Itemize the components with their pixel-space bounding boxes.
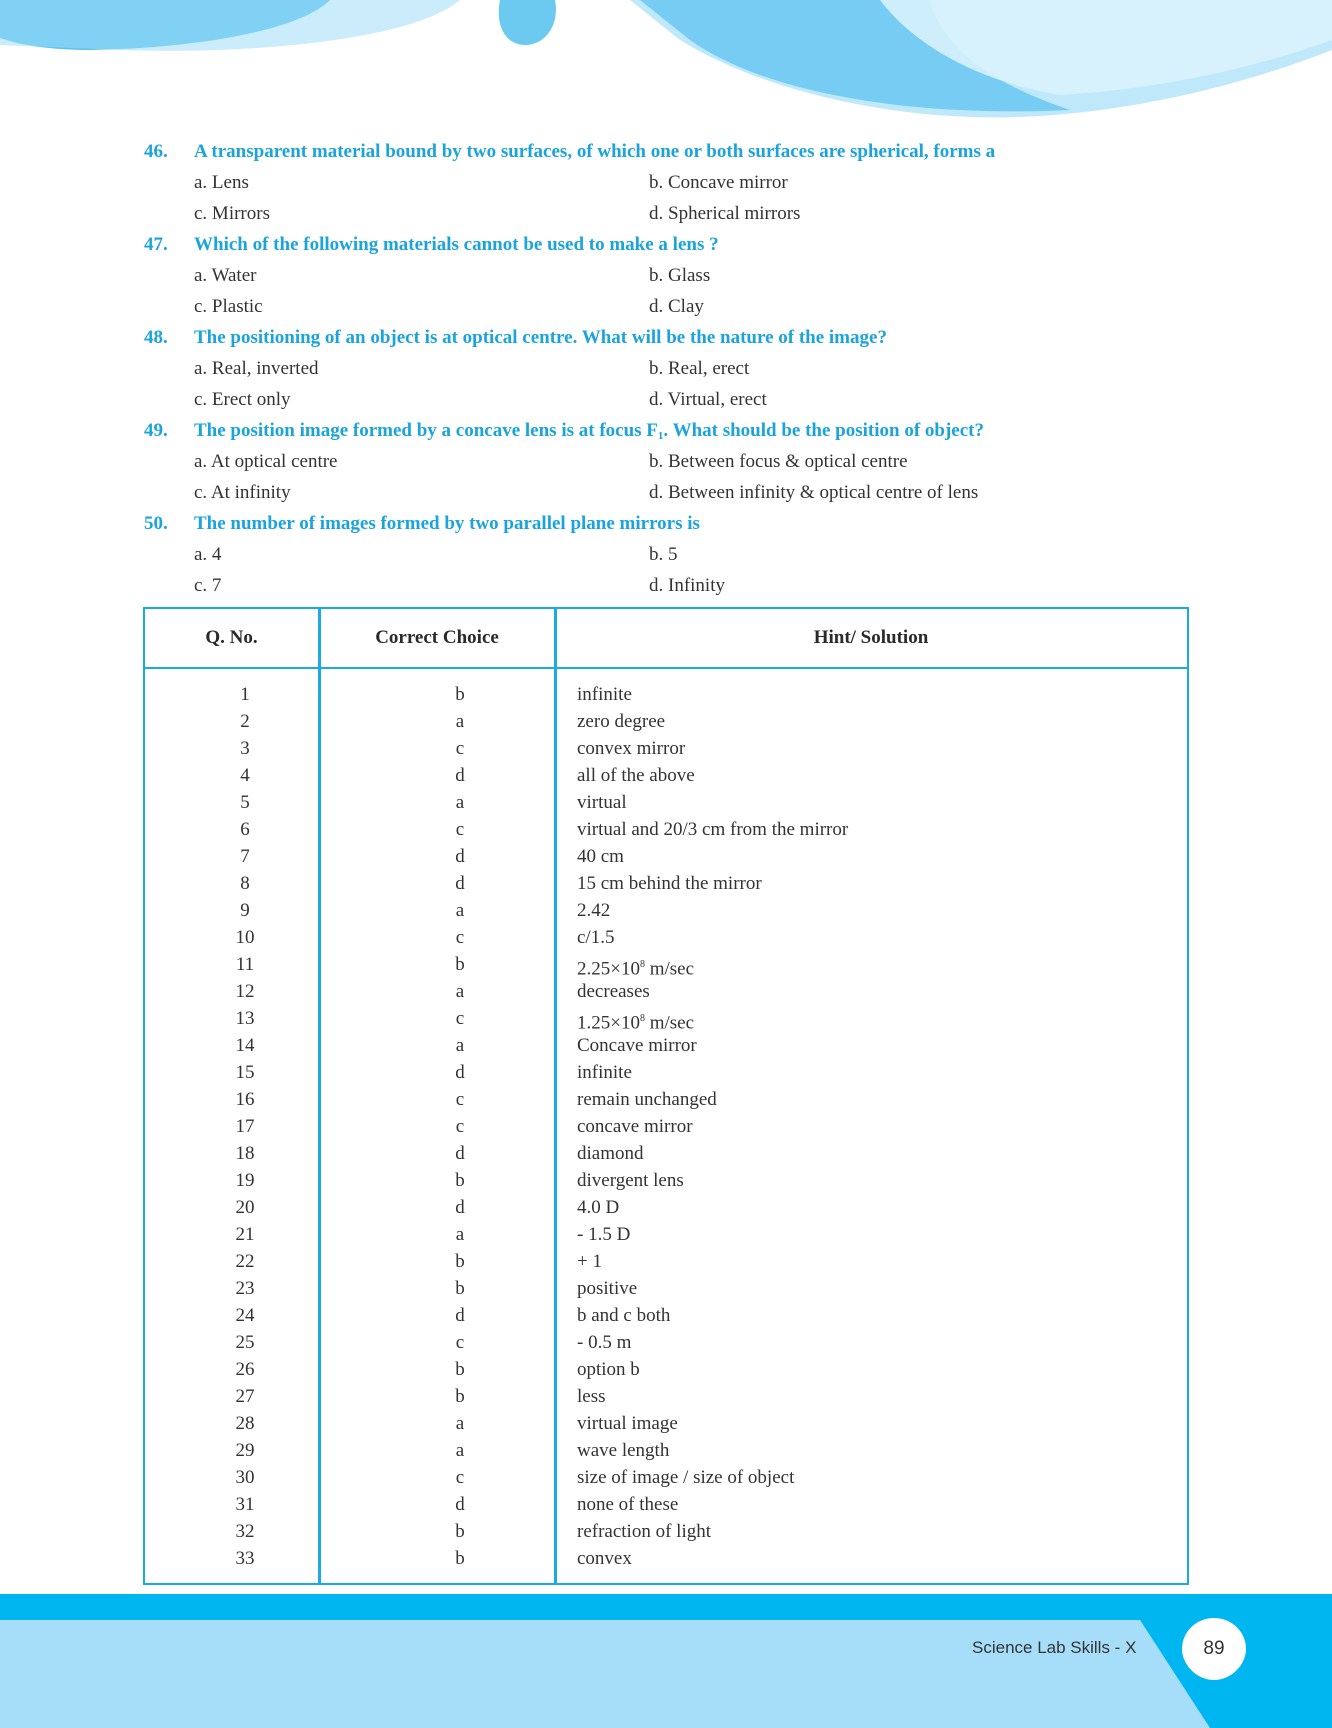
table-row xyxy=(145,762,1187,789)
hint-cell: - 1.5 D xyxy=(577,1224,631,1245)
hint-cell: diamond xyxy=(577,1143,644,1164)
choice-cell: b xyxy=(455,684,465,705)
qno-cell: 22 xyxy=(235,1251,255,1272)
option-d: d. Between infinity & optical centre of lens xyxy=(649,482,979,503)
option-a: a. At optical centre xyxy=(194,451,338,472)
choice-cell: c xyxy=(455,1008,465,1029)
qno-cell: 5 xyxy=(240,792,250,813)
hint-cell: zero degree xyxy=(577,711,666,732)
table-row xyxy=(145,1167,1187,1194)
table-row xyxy=(145,1248,1187,1275)
question-48 xyxy=(144,322,1204,415)
hint-cell: 2.42 xyxy=(577,900,611,921)
table-row xyxy=(145,1356,1187,1383)
choice-cell: d xyxy=(455,1062,465,1083)
hint-cell: wave length xyxy=(577,1440,670,1461)
option-a: a. 4 xyxy=(194,544,222,565)
page-number: 89 xyxy=(1203,1638,1225,1659)
table-row xyxy=(145,816,1187,843)
hint-cell: remain unchanged xyxy=(577,1089,717,1110)
hint-cell: virtual image xyxy=(577,1413,678,1434)
qno-cell: 31 xyxy=(235,1494,255,1515)
hint-cell: divergent lens xyxy=(577,1170,684,1191)
qno-cell: 30 xyxy=(235,1467,255,1488)
qno-cell: 28 xyxy=(235,1413,255,1434)
table-row xyxy=(145,1113,1187,1140)
qno-cell: 20 xyxy=(235,1197,255,1218)
choice-cell: a xyxy=(455,711,465,732)
qno-cell: 4 xyxy=(240,765,250,786)
qno-cell: 7 xyxy=(240,846,250,867)
table-row xyxy=(145,681,1187,708)
question-number: 47. xyxy=(144,234,168,255)
table-row xyxy=(145,1383,1187,1410)
choice-cell: c xyxy=(455,1332,465,1353)
table-row xyxy=(145,1032,1187,1059)
hint-cell: infinite xyxy=(577,684,632,705)
choice-cell: d xyxy=(455,873,465,894)
table-row xyxy=(145,789,1187,816)
hint-cell: virtual and 20/3 cm from the mirror xyxy=(577,819,849,840)
table-row xyxy=(145,1005,1187,1032)
choice-cell: a xyxy=(455,1035,465,1056)
question-text: The position image formed by a concave lens is at focus $F_1$. What should be the position of object? xyxy=(194,420,984,442)
table-row xyxy=(145,1545,1187,1572)
hint-cell: 15 cm behind the mirror xyxy=(577,873,762,894)
option-b: b. Concave mirror xyxy=(649,172,788,193)
table-row xyxy=(145,897,1187,924)
choice-cell: c xyxy=(455,819,465,840)
hint-cell: none of these xyxy=(577,1494,679,1515)
table-row xyxy=(145,1221,1187,1248)
choice-cell: a xyxy=(455,981,465,1002)
hint-cell: c/1.5 xyxy=(577,927,615,948)
option-d: d. Virtual, erect xyxy=(649,389,767,410)
hint-cell: b and c both xyxy=(577,1305,671,1326)
choice-cell: a xyxy=(455,1224,465,1245)
choice-cell: a xyxy=(455,1413,465,1434)
question-49 xyxy=(144,415,1204,508)
qno-cell: 3 xyxy=(240,738,250,759)
hint-cell: 4.0 D xyxy=(577,1197,620,1218)
hint-cell: concave mirror xyxy=(577,1116,693,1137)
option-d: d. Spherical mirrors xyxy=(649,203,801,224)
option-d: d. Clay xyxy=(649,296,704,317)
question-number: 49. xyxy=(144,420,168,441)
qno-cell: 19 xyxy=(235,1170,255,1191)
qno-cell: 17 xyxy=(235,1116,255,1137)
qno-cell: 16 xyxy=(235,1089,255,1110)
qno-cell: 2 xyxy=(240,711,250,732)
hint-cell: convex xyxy=(577,1548,632,1569)
question-text: A transparent material bound by two surfaces, of which one or both surfaces are spherical, forms a xyxy=(194,141,996,162)
qno-cell: 10 xyxy=(235,927,255,948)
question-50 xyxy=(144,508,1204,601)
qno-cell: 6 xyxy=(240,819,250,840)
table-row xyxy=(145,1140,1187,1167)
choice-cell: c xyxy=(455,1116,465,1137)
footer-book-title: Science Lab Skills - X xyxy=(972,1638,1137,1657)
option-b: b. 5 xyxy=(649,544,678,565)
choice-cell: b xyxy=(455,1548,465,1569)
option-c: c. Plastic xyxy=(194,296,263,317)
table-row xyxy=(145,708,1187,735)
table-row xyxy=(145,1059,1187,1086)
qno-cell: 12 xyxy=(235,981,255,1002)
question-text: The number of images formed by two parallel plane mirrors is xyxy=(194,513,700,534)
choice-cell: b xyxy=(455,1359,465,1380)
table-row xyxy=(145,843,1187,870)
option-c: c. Erect only xyxy=(194,389,291,410)
table-row xyxy=(145,1491,1187,1518)
hint-cell: size of image / size of object xyxy=(577,1467,795,1488)
header-qno: Q. No. xyxy=(205,627,258,648)
choice-cell: b xyxy=(455,1521,465,1542)
qno-cell: 23 xyxy=(235,1278,255,1299)
question-number: 48. xyxy=(144,327,168,348)
choice-cell: c xyxy=(455,1089,465,1110)
qno-cell: 26 xyxy=(235,1359,255,1380)
table-row xyxy=(145,735,1187,762)
hint-cell: $1.25\times 10^8$ m/sec xyxy=(577,1012,695,1034)
choice-cell: c xyxy=(455,927,465,948)
question-46 xyxy=(144,136,1204,229)
choice-cell: b xyxy=(455,1278,465,1299)
option-c: c. At infinity xyxy=(194,482,291,503)
hint-cell: - 0.5 m xyxy=(577,1332,632,1353)
option-d: d. Infinity xyxy=(649,575,725,596)
choice-cell: d xyxy=(455,1305,465,1326)
qno-cell: 21 xyxy=(235,1224,255,1245)
header-correct-choice: Correct Choice xyxy=(375,627,499,648)
qno-cell: 29 xyxy=(235,1440,255,1461)
hint-cell: all of the above xyxy=(577,765,695,786)
qno-cell: 14 xyxy=(235,1035,255,1056)
choice-cell: b xyxy=(455,1386,465,1407)
option-a: a. Water xyxy=(194,265,257,286)
question-number: 46. xyxy=(144,141,168,162)
choice-cell: d xyxy=(455,1143,465,1164)
choice-cell: a xyxy=(455,900,465,921)
qno-cell: 8 xyxy=(240,873,250,894)
table-header xyxy=(145,609,1187,669)
footer-band xyxy=(0,1594,1332,1728)
choice-cell: d xyxy=(455,846,465,867)
table-row xyxy=(145,1302,1187,1329)
option-b: b. Between focus & optical centre xyxy=(649,451,908,472)
question-text: Which of the following materials cannot be used to make a lens ? xyxy=(194,234,719,255)
choice-cell: b xyxy=(455,1170,465,1191)
table-row xyxy=(145,1329,1187,1356)
answer-key-table xyxy=(143,607,1189,1585)
choice-cell: b xyxy=(455,954,465,975)
qno-cell: 24 xyxy=(235,1305,255,1326)
table-row xyxy=(145,1086,1187,1113)
qno-cell: 9 xyxy=(240,900,250,921)
option-b: b. Glass xyxy=(649,265,711,286)
qno-cell: 27 xyxy=(235,1386,255,1407)
choice-cell: d xyxy=(455,1494,465,1515)
table-row xyxy=(145,924,1187,951)
choice-cell: c xyxy=(455,738,465,759)
qno-cell: 15 xyxy=(235,1062,255,1083)
hint-cell: option b xyxy=(577,1359,640,1380)
table-row xyxy=(145,1464,1187,1491)
table-row xyxy=(145,978,1187,1005)
hint-cell: positive xyxy=(577,1278,638,1299)
choice-cell: d xyxy=(455,765,465,786)
qno-cell: 13 xyxy=(235,1008,255,1029)
question-47 xyxy=(144,229,1204,322)
table-row xyxy=(145,1194,1187,1221)
table-row xyxy=(145,1410,1187,1437)
hint-cell: $2.25\times 10^8$ m/sec xyxy=(577,958,695,980)
table-body xyxy=(145,681,1187,1572)
table-row xyxy=(145,1275,1187,1302)
qno-cell: 32 xyxy=(235,1521,255,1542)
qno-cell: 18 xyxy=(235,1143,255,1164)
choice-cell: d xyxy=(455,1197,465,1218)
choice-cell: a xyxy=(455,1440,465,1461)
hint-cell: Concave mirror xyxy=(577,1035,697,1056)
choice-cell: a xyxy=(455,792,465,813)
question-number: 50. xyxy=(144,513,168,534)
table-row xyxy=(145,870,1187,897)
hint-cell: 40 cm xyxy=(577,846,624,867)
table-row xyxy=(145,951,1187,978)
option-a: a. Real, inverted xyxy=(194,358,319,379)
hint-cell: refraction of light xyxy=(577,1521,712,1542)
hint-cell: + 1 xyxy=(577,1251,602,1272)
qno-cell: 25 xyxy=(235,1332,255,1353)
option-c: c. 7 xyxy=(194,575,222,596)
choice-cell: b xyxy=(455,1251,465,1272)
hint-cell: decreases xyxy=(577,981,650,1002)
hint-cell: virtual xyxy=(577,792,627,813)
qno-cell: 1 xyxy=(240,684,250,705)
hint-cell: convex mirror xyxy=(577,738,686,759)
header-hint-solution: Hint/ Solution xyxy=(813,627,929,648)
qno-cell: 11 xyxy=(235,954,255,975)
question-text: The positioning of an object is at optical centre. What will be the nature of the image? xyxy=(194,327,887,348)
option-a: a. Lens xyxy=(194,172,249,193)
hint-cell: less xyxy=(577,1386,606,1407)
header-wave-decoration xyxy=(0,0,1332,130)
table-row xyxy=(145,1437,1187,1464)
choice-cell: c xyxy=(455,1467,465,1488)
question-list xyxy=(144,136,1204,601)
qno-cell: 33 xyxy=(235,1548,255,1569)
option-b: b. Real, erect xyxy=(649,358,750,379)
hint-cell: infinite xyxy=(577,1062,632,1083)
table-row xyxy=(145,1518,1187,1545)
option-c: c. Mirrors xyxy=(194,203,270,224)
